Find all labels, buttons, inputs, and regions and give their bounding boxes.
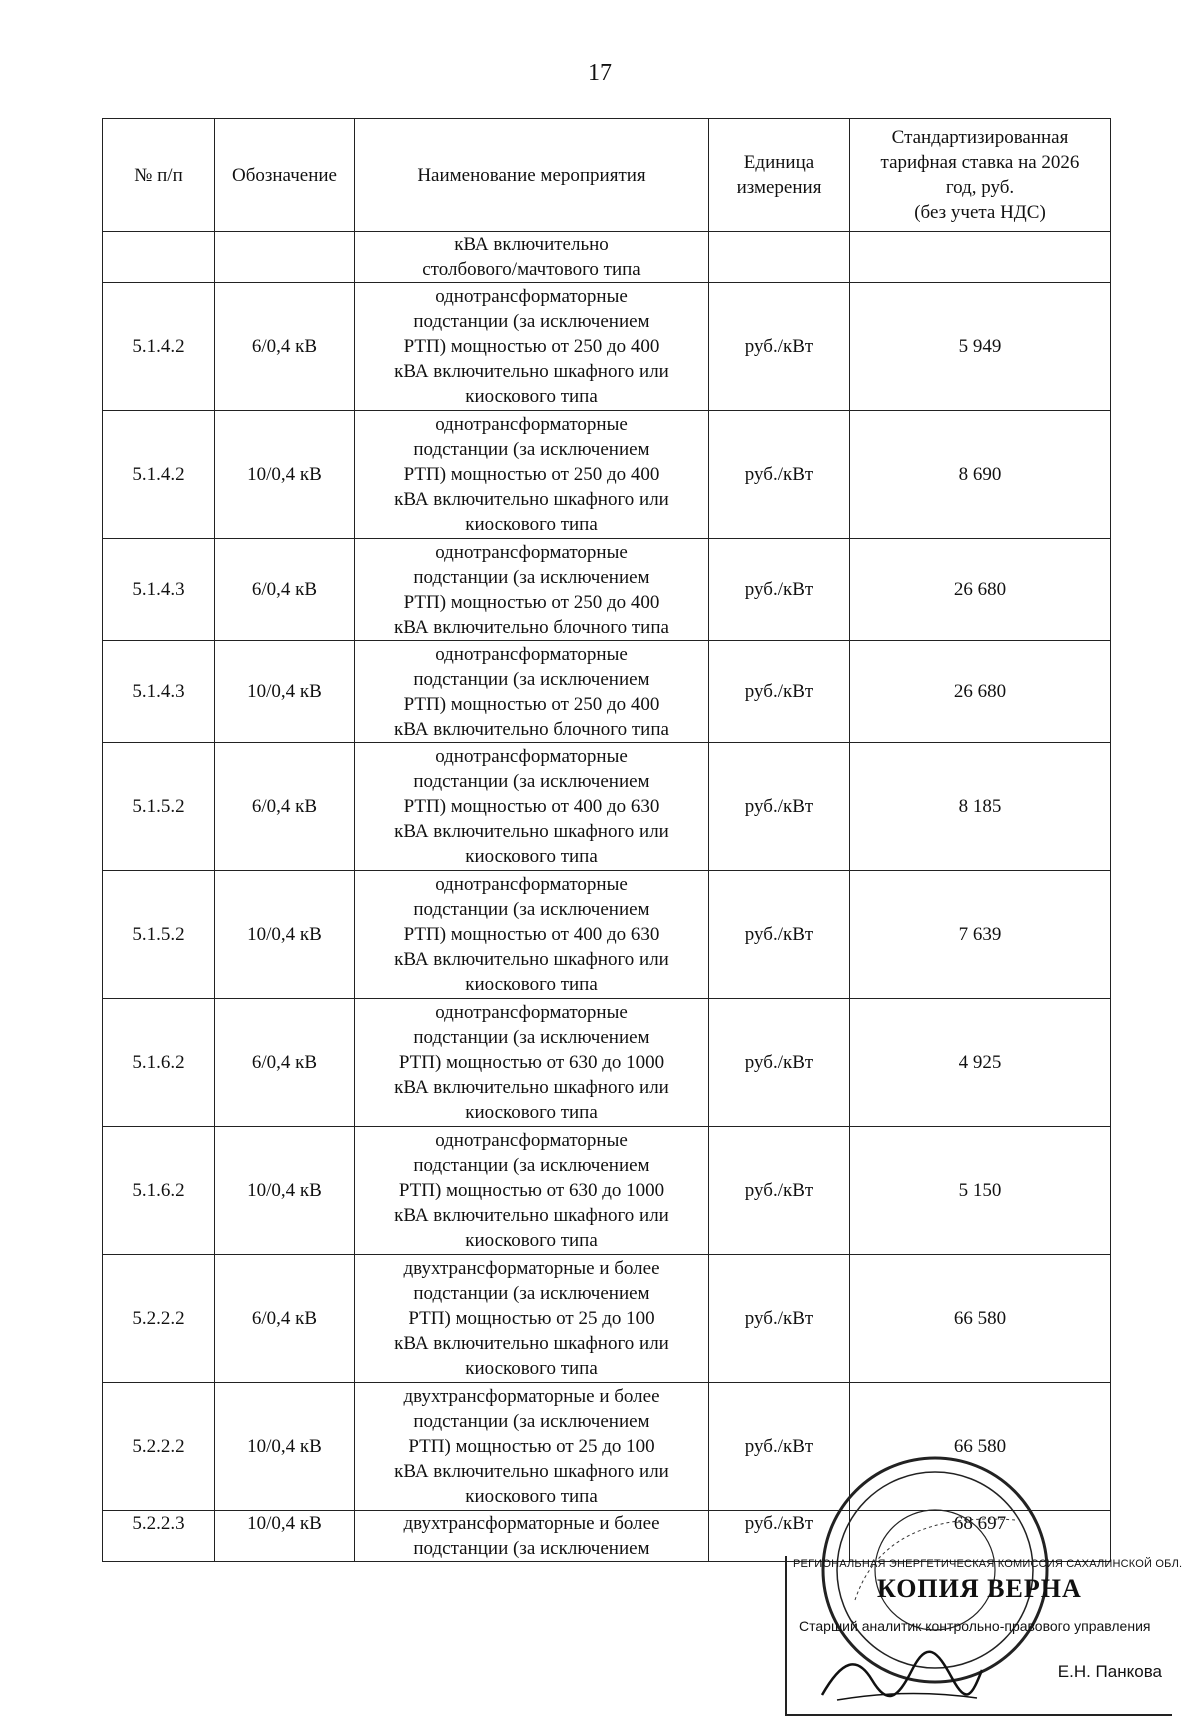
cell-rate: 68 697 [850,1511,1111,1562]
cell-num: 5.1.4.2 [103,411,215,539]
table-row [103,999,1111,1127]
table-row [103,641,1111,743]
stamp-position: Старший аналитик контрольно-правового управления [799,1618,1151,1634]
cell-unit: руб./кВт [709,1255,850,1383]
cell-rate: 26 680 [850,641,1111,743]
table-row-continuation [103,232,1111,283]
cell-num: 5.1.4.3 [103,641,215,743]
cell-name: двухтрансформаторные и более подстанции (за исключением РТП) мощностью от 25 до 100 кВА включительно шкафного или киоскового типа [355,1255,709,1383]
stamp-signer: Е.Н. Панкова [1057,1662,1162,1681]
cell-unit: руб./кВт [709,999,850,1127]
page-number: 17 [588,60,612,86]
cell-name: однотрансформаторные подстанции (за исключением РТП) мощностью от 250 до 400 кВА включительно блочного типа [355,641,709,743]
tariff-table [102,118,1111,1562]
cell-num: 5.1.4.3 [103,539,215,641]
cell-code: 10/0,4 кВ [215,1127,355,1255]
cell-unit: руб./кВт [709,1127,850,1255]
cell-num: 5.2.2.2 [103,1383,215,1511]
header-name: Наименование мероприятия [355,119,709,232]
cell-unit: руб./кВт [709,743,850,871]
cell-rate [850,232,1111,283]
cell-unit [709,232,850,283]
header-rate: Стандартизированная тарифная ставка на 2026 год, руб. (без учета НДС) [850,119,1111,232]
signature-icon [817,1640,987,1710]
cell-name: кВА включительно столбового/мачтового типа [355,232,709,283]
cell-code: 6/0,4 кВ [215,743,355,871]
table-row [103,743,1111,871]
cell-rate: 66 580 [850,1383,1111,1511]
header-unit: Единица измерения [709,119,850,232]
table-row [103,283,1111,411]
cell-unit: руб./кВт [709,539,850,641]
cell-num: 5.2.2.2 [103,1255,215,1383]
cell-name: однотрансформаторные подстанции (за исключением РТП) мощностью от 400 до 630 кВА включительно шкафного или киоскового типа [355,743,709,871]
cell-num: 5.1.5.2 [103,871,215,999]
cell-num: 5.1.4.2 [103,283,215,411]
table-row [103,1255,1111,1383]
cell-name: однотрансформаторные подстанции (за исключением РТП) мощностью от 630 до 1000 кВА включительно шкафного или киоскового типа [355,999,709,1127]
cell-code: 6/0,4 кВ [215,283,355,411]
cell-code: 10/0,4 кВ [215,1383,355,1511]
cell-num: 5.1.5.2 [103,743,215,871]
copy-certification-stamp [785,1556,1183,1716]
cell-name: однотрансформаторные подстанции (за исключением РТП) мощностью от 400 до 630 кВА включительно шкафного или киоскового типа [355,871,709,999]
stamp-title: КОПИЯ ВЕРНА [877,1574,1082,1603]
table-row [103,539,1111,641]
cell-rate: 26 680 [850,539,1111,641]
cell-code: 6/0,4 кВ [215,999,355,1127]
cell-unit: руб./кВт [709,283,850,411]
cell-name: однотрансформаторные подстанции (за исключением РТП) мощностью от 250 до 400 кВА включительно блочного типа [355,539,709,641]
cell-unit: руб./кВт [709,641,850,743]
cell-rate: 8 690 [850,411,1111,539]
cell-name: однотрансформаторные подстанции (за исключением РТП) мощностью от 250 до 400 кВА включительно шкафного или киоскового типа [355,411,709,539]
cell-name: двухтрансформаторные и более подстанции (за исключением [355,1511,709,1562]
table-row [103,1127,1111,1255]
cell-unit: руб./кВт [709,411,850,539]
cell-code: 6/0,4 кВ [215,539,355,641]
cell-rate: 66 580 [850,1255,1111,1383]
cell-code: 10/0,4 кВ [215,1511,355,1562]
cell-rate: 7 639 [850,871,1111,999]
cell-unit: руб./кВт [709,1511,850,1562]
cell-num [103,232,215,283]
stamp-organization: РЕГИОНАЛЬНАЯ ЭНЕРГЕТИЧЕСКАЯ КОМИССИЯ САХАЛИНСКОЙ ОБЛ. [793,1558,1183,1570]
cell-rate: 4 925 [850,999,1111,1127]
cell-name: двухтрансформаторные и более подстанции (за исключением РТП) мощностью от 25 до 100 кВА включительно шкафного или киоскового типа [355,1383,709,1511]
cell-name: однотрансформаторные подстанции (за исключением РТП) мощностью от 630 до 1000 кВА включительно шкафного или киоскового типа [355,1127,709,1255]
header-num: № п/п [103,119,215,232]
cell-code: 10/0,4 кВ [215,641,355,743]
cell-code: 6/0,4 кВ [215,1255,355,1383]
header-code: Обозначение [215,119,355,232]
cell-code [215,232,355,283]
cell-name: однотрансформаторные подстанции (за исключением РТП) мощностью от 250 до 400 кВА включительно шкафного или киоскового типа [355,283,709,411]
table-header-row [103,119,1111,232]
cell-code: 10/0,4 кВ [215,411,355,539]
cell-unit: руб./кВт [709,871,850,999]
cell-rate: 8 185 [850,743,1111,871]
cell-code: 10/0,4 кВ [215,871,355,999]
cell-num: 5.2.2.3 [103,1511,215,1562]
table-row [103,871,1111,999]
table-row [103,411,1111,539]
cell-unit: руб./кВт [709,1383,850,1511]
cell-num: 5.1.6.2 [103,999,215,1127]
cell-rate: 5 150 [850,1127,1111,1255]
cell-rate: 5 949 [850,283,1111,411]
cell-num: 5.1.6.2 [103,1127,215,1255]
